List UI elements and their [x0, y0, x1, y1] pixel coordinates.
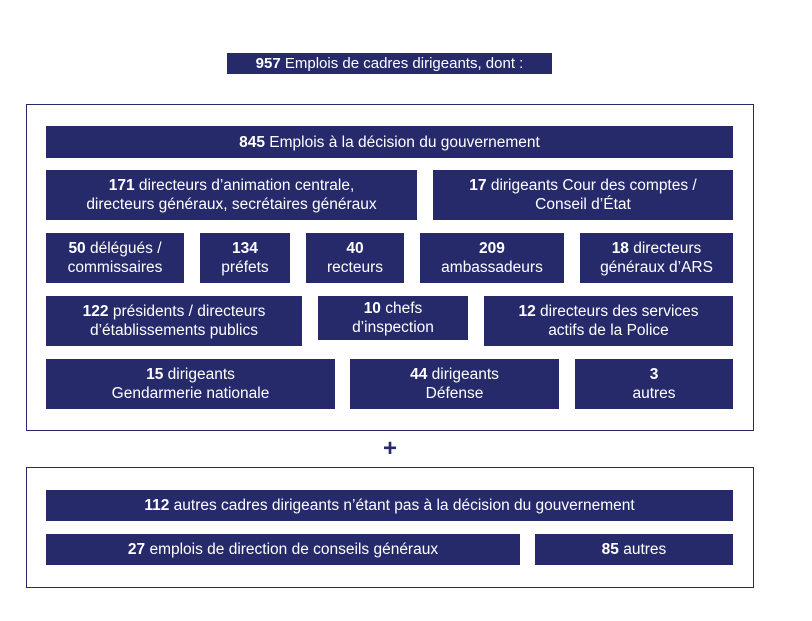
box-delegues — [46, 233, 184, 283]
box-autres-gov — [575, 359, 733, 409]
box-number: 15 — [146, 366, 164, 383]
box-number: 209 — [479, 240, 505, 257]
plus-sign: + — [382, 435, 397, 462]
box-text: autres — [618, 541, 667, 558]
box-number: 18 — [611, 240, 629, 257]
box-text: d’établissements publics — [89, 322, 258, 339]
box-number: 50 — [68, 240, 86, 257]
box-number: 171 — [108, 177, 135, 194]
box-number: 44 — [410, 366, 428, 383]
box-text: d’inspection — [352, 319, 434, 336]
box-autres-non-gov — [535, 534, 733, 565]
government-header-text: Emplois à la décision du gouvernement — [265, 133, 540, 151]
box-text: recteurs — [327, 259, 383, 276]
box-text: chefs — [380, 300, 423, 317]
box-prefets — [200, 233, 290, 283]
box-text: autres — [632, 385, 676, 402]
box-number: 10 — [363, 300, 381, 317]
box-number: 134 — [232, 240, 258, 257]
box-police — [484, 296, 733, 346]
box-text: directeurs généraux, secrétaires généraux — [86, 196, 377, 213]
box-directeurs-centraux — [46, 170, 417, 220]
other-header-number: 112 — [144, 497, 170, 514]
box-number: 12 — [518, 303, 536, 320]
main-title — [227, 53, 552, 74]
box-recteurs — [306, 233, 404, 283]
box-number: 3 — [649, 366, 659, 383]
other-header — [46, 490, 733, 521]
box-number: 85 — [601, 541, 619, 558]
box-text: directeurs des services — [535, 303, 699, 320]
box-cour-des-comptes — [433, 170, 733, 220]
box-text: généraux d’ARS — [600, 259, 713, 276]
box-text: ambassadeurs — [441, 259, 543, 276]
other-header-text: autres cadres dirigeants n’étant pas à la décision du gouvernement — [169, 497, 635, 514]
box-text: dirigeants — [163, 366, 235, 383]
box-ambassadeurs — [420, 233, 564, 283]
box-text: Gendarmerie nationale — [111, 385, 270, 402]
box-chefs-inspection — [318, 296, 468, 340]
box-text: directeurs — [628, 240, 702, 257]
box-etablissements-publics — [46, 296, 302, 346]
box-conseils-generaux — [46, 534, 520, 565]
box-directeurs-ars — [580, 233, 733, 283]
box-gendarmerie — [46, 359, 335, 409]
government-header — [46, 126, 733, 158]
government-header-number: 845 — [239, 133, 265, 151]
box-text: emplois de direction de conseils généraux — [145, 541, 439, 558]
main-title-number: 957 — [255, 55, 281, 72]
box-number: 122 — [82, 303, 109, 320]
box-text: commissaires — [67, 259, 163, 276]
box-text: dirigeants Cour des comptes / — [486, 177, 697, 194]
box-number: 17 — [469, 177, 487, 194]
box-defense — [350, 359, 559, 409]
box-text: dirigeants — [427, 366, 499, 383]
box-text: actifs de la Police — [548, 322, 669, 339]
box-text: directeurs d’animation centrale, — [134, 177, 355, 194]
main-title-text: Emplois de cadres dirigeants, dont : — [280, 55, 524, 72]
box-text: présidents / directeurs — [108, 303, 266, 320]
box-text: Conseil d’État — [535, 196, 631, 213]
box-number: 27 — [127, 541, 146, 558]
box-number: 40 — [346, 240, 364, 257]
other-group-frame — [26, 467, 754, 588]
box-text: Défense — [425, 385, 484, 402]
box-text: préfets — [221, 259, 269, 276]
box-text: délégués / — [85, 240, 162, 257]
